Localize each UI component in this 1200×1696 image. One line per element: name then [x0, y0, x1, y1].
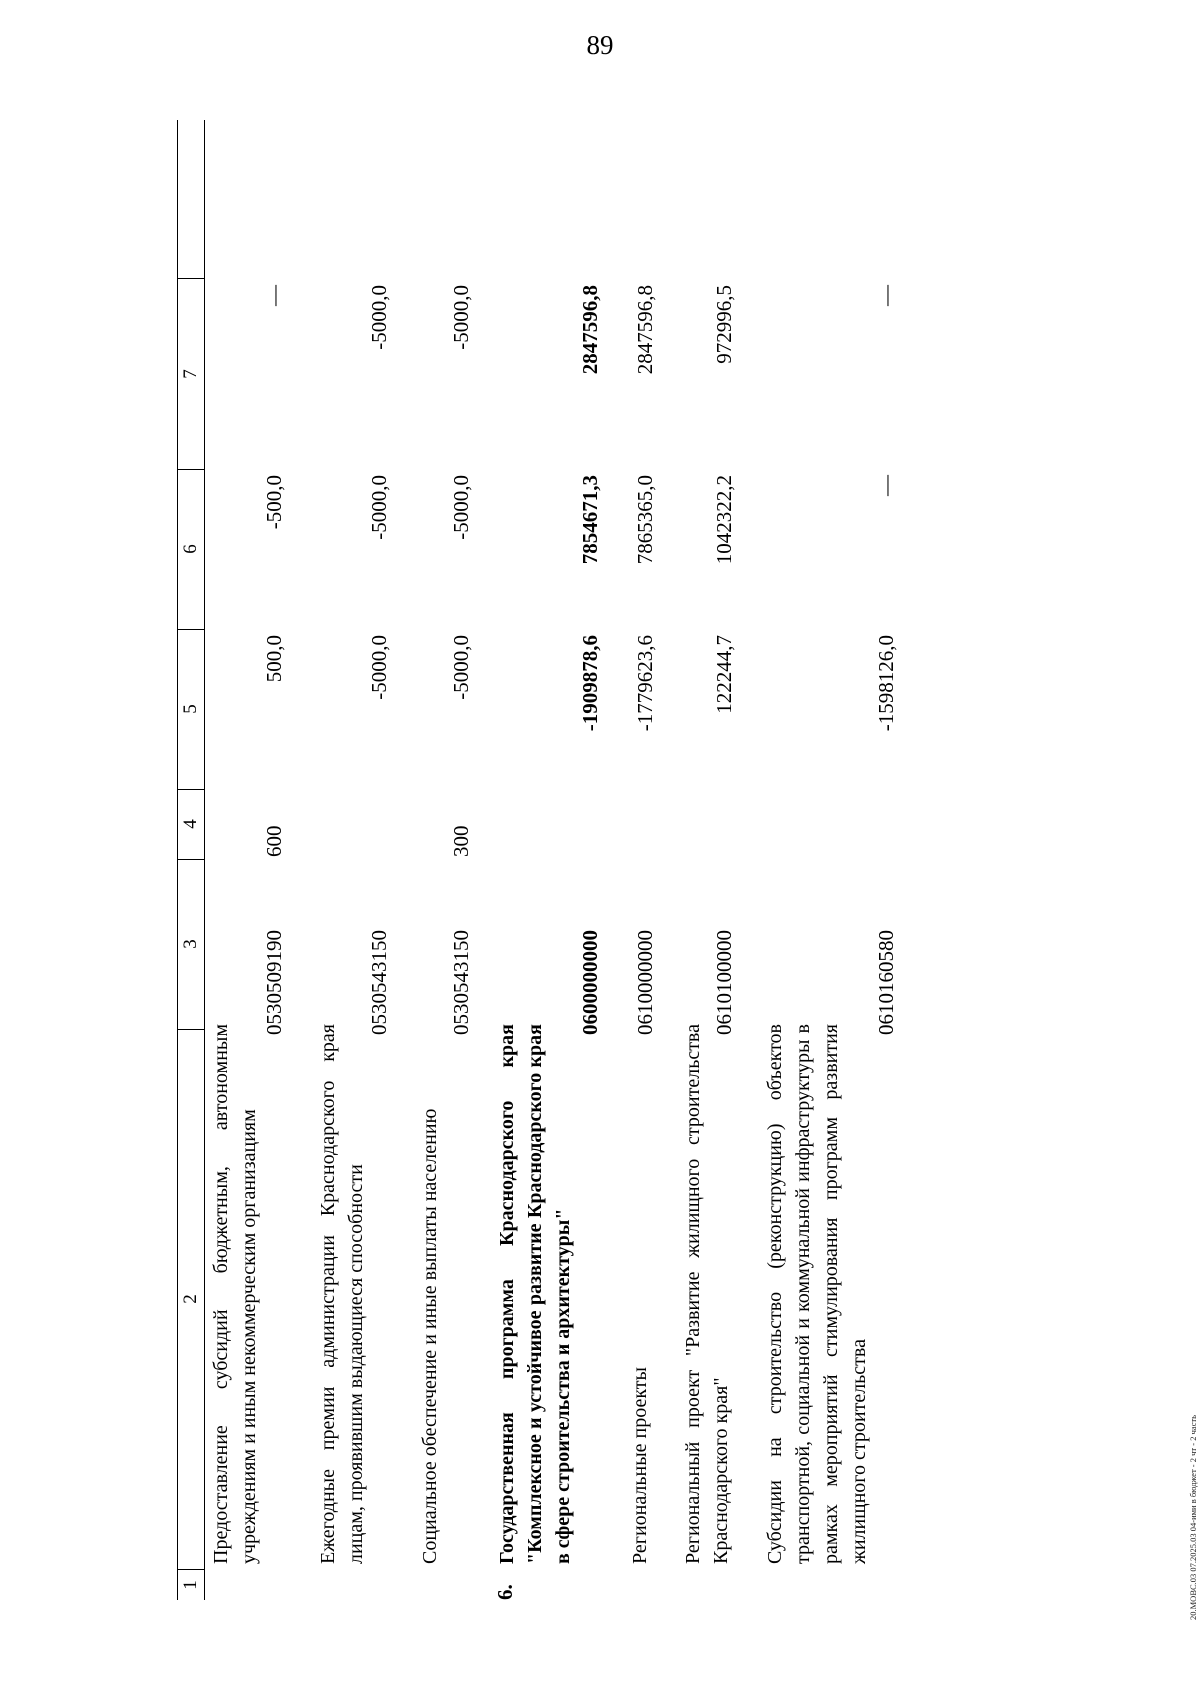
amount-col6: — [874, 475, 898, 496]
target-code: 0610000000 [633, 930, 657, 1035]
row-number: 6. [493, 1584, 517, 1600]
row-description: Предоставление субсидий бюджетным, автономным учреждениям и иным некоммерческим организациям [210, 1024, 260, 1564]
amount-col6: 7854671,3 [578, 475, 602, 565]
amount-col7: — [262, 285, 286, 306]
amount-col6: 1042322,2 [712, 475, 736, 565]
target-code: 0610160580 [874, 930, 898, 1035]
expense-type: 300 [449, 825, 473, 857]
column-header-6: 6 [178, 469, 204, 630]
column-header-5: 5 [178, 629, 204, 790]
amount-col5: -5000,0 [367, 635, 391, 700]
amount-col6: -5000,0 [449, 475, 473, 540]
row-description: Государственная программа Краснодарского края "Комплексное и устойчивое развитие Краснодарского края в сфере строительства и архитектуры" [496, 1024, 574, 1564]
table-body [205, 120, 1017, 1600]
table-row [205, 120, 293, 1600]
target-code: 0530543150 [449, 930, 473, 1035]
amount-col7: -5000,0 [367, 285, 391, 350]
table-row [412, 120, 480, 1600]
amount-col5: 122244,7 [712, 635, 736, 714]
column-header-7: 7 [178, 278, 204, 470]
expense-type: 600 [262, 825, 286, 857]
column-header-1: 1 [180, 1580, 201, 1590]
target-code: 0600000000 [578, 930, 602, 1035]
amount-col6: 7865365,0 [633, 475, 657, 565]
table-row [620, 120, 664, 1600]
target-code: 0610100000 [712, 930, 736, 1035]
amount-col6: -5000,0 [367, 475, 391, 540]
amount-col5: -1598126,0 [874, 635, 898, 732]
row-description: Региональные проекты [629, 1367, 651, 1564]
page-number: 89 [586, 30, 614, 60]
row-description: Ежегодные премии администрации Краснодарского края лицам, проявившим выдающиеся способности [317, 1024, 367, 1564]
amount-col7: — [874, 285, 898, 306]
table-header [177, 120, 205, 1600]
document-footer-stamp: 20.МОВС.03 07.2025.03 04-ими в бюджет - 2 чт - 2 часть [1188, 1415, 1198, 1620]
amount-col5: 500,0 [262, 635, 286, 683]
amount-col7: 2847596,8 [633, 285, 657, 375]
amount-col6: -500,0 [262, 475, 286, 530]
target-code: 0530509190 [262, 930, 286, 1035]
row-description: Субсидии на строительство (реконструкцию) объектов транспортной, социальной и коммунальной инфраструктуры в рамках мероприятий стимулирования программ развития жилищного строительства [764, 1024, 870, 1564]
budget-table [177, 120, 1017, 1600]
amount-col7: 972996,5 [712, 285, 736, 364]
row-description: Социальное обеспечение и иные выплаты населению [419, 1108, 441, 1564]
target-code: 0530543150 [367, 930, 391, 1035]
amount-col7: 2847596,8 [578, 285, 602, 375]
amount-col7: -5000,0 [449, 285, 473, 350]
column-header-3: 3 [178, 859, 204, 1030]
amount-col5: -5000,0 [449, 635, 473, 700]
table-row [755, 120, 905, 1600]
table-row [489, 120, 609, 1600]
amount-col5: -1909878,6 [578, 635, 602, 732]
table-row [675, 120, 743, 1600]
column-header-2: 2 [178, 1029, 204, 1570]
column-header-4: 4 [178, 789, 204, 860]
amount-col5: -1779623,6 [633, 635, 657, 732]
row-description: Региональный проект "Развитие жилищного строительства Краснодарского края" [682, 1024, 732, 1564]
table-row [308, 120, 398, 1600]
